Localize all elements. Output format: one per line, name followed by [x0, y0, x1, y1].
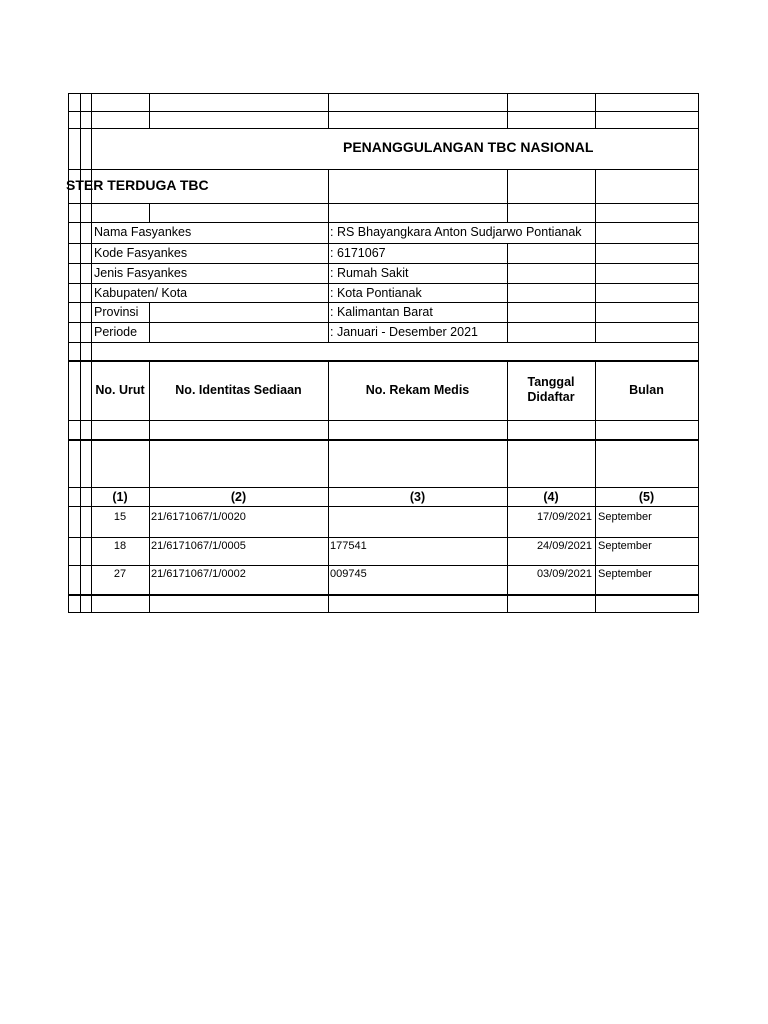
- header-tanggal-didaftar-line2: Didaftar: [527, 390, 575, 404]
- grid-line: [68, 342, 699, 343]
- cell-bulan: September: [598, 511, 652, 523]
- column-number: (1): [112, 490, 128, 504]
- info-value-jenis-fasyankes: : Rumah Sakit: [330, 266, 409, 280]
- grid-line: [91, 93, 92, 613]
- grid-line: [149, 203, 150, 223]
- grid-line: [698, 93, 699, 613]
- grid-line: [68, 93, 699, 94]
- info-value-nama-fasyankes: : RS Bhayangkara Anton Sudjarwo Pontianak: [330, 225, 582, 239]
- grid-line: [595, 169, 596, 343]
- grid-line: [328, 93, 329, 129]
- header-bulan: Bulan: [629, 383, 664, 397]
- info-label-periode: Periode: [94, 325, 138, 339]
- header-no-rekam-medis: No. Rekam Medis: [365, 383, 470, 397]
- grid-line: [149, 302, 150, 343]
- grid-line: [68, 322, 699, 323]
- grid-line-thick: [68, 439, 699, 441]
- document-subtitle: STER TERDUGA TBC: [66, 177, 209, 193]
- grid-line-thick: [68, 360, 699, 362]
- grid-line: [507, 169, 508, 223]
- cell-identitas: 21/6171067/1/0002: [151, 568, 246, 580]
- cell-identitas: 21/6171067/1/0005: [151, 540, 246, 552]
- cell-bulan: September: [598, 540, 652, 552]
- cell-tanggal: 17/09/2021: [536, 511, 592, 523]
- column-number: (4): [543, 490, 559, 504]
- cell-tanggal: 24/09/2021: [536, 540, 592, 552]
- grid-line: [328, 169, 329, 343]
- grid-line: [68, 243, 699, 244]
- grid-line: [68, 203, 699, 204]
- column-number: (2): [230, 490, 247, 504]
- cell-rekam-medis: 009745: [330, 568, 367, 580]
- info-label-provinsi: Provinsi: [94, 305, 139, 319]
- cell-bulan: September: [598, 568, 652, 580]
- grid-line: [80, 93, 81, 613]
- info-label-jenis-fasyankes: Jenis Fasyankes: [94, 266, 188, 280]
- grid-line: [68, 169, 699, 170]
- grid-line: [68, 128, 699, 129]
- info-value-provinsi: : Kalimantan Barat: [330, 305, 433, 319]
- cell-tanggal: 03/09/2021: [536, 568, 592, 580]
- cell-no-urut: 27: [113, 568, 127, 580]
- cell-no-urut: 18: [113, 540, 127, 552]
- info-label-kabupaten-kota: Kabupaten/ Kota: [94, 286, 188, 300]
- grid-line: [595, 93, 596, 129]
- info-label-kode-fasyankes: Kode Fasyankes: [94, 246, 188, 260]
- column-number: (5): [638, 490, 655, 504]
- grid-line-thick: [68, 594, 699, 596]
- document-title: PENANGGULANGAN TBC NASIONAL: [343, 139, 594, 155]
- grid-line: [68, 612, 699, 613]
- grid-line: [68, 263, 699, 264]
- grid-line: [68, 506, 699, 507]
- cell-rekam-medis: 177541: [330, 540, 367, 552]
- info-value-periode: : Januari - Desember 2021: [330, 325, 478, 339]
- info-value-kabupaten-kota: : Kota Pontianak: [330, 286, 422, 300]
- grid-line: [68, 487, 699, 488]
- info-value-kode-fasyankes: : 6171067: [330, 246, 386, 260]
- grid-line: [507, 243, 508, 343]
- grid-line: [68, 93, 69, 613]
- cell-identitas: 21/6171067/1/0020: [151, 511, 246, 523]
- grid-line: [68, 111, 699, 112]
- header-no-identitas-sediaan: No. Identitas Sediaan: [175, 383, 302, 397]
- grid-line: [68, 222, 699, 223]
- info-label-nama-fasyankes: Nama Fasyankes: [94, 225, 192, 239]
- grid-line: [149, 93, 150, 129]
- grid-line: [68, 302, 699, 303]
- header-no-urut: No. Urut: [95, 383, 145, 397]
- grid-line: [507, 93, 508, 129]
- cell-no-urut: 15: [113, 511, 127, 523]
- grid-line: [68, 283, 699, 284]
- grid-line: [68, 420, 699, 421]
- column-number: (3): [409, 490, 426, 504]
- header-tanggal-didaftar-line1: Tanggal: [527, 375, 575, 389]
